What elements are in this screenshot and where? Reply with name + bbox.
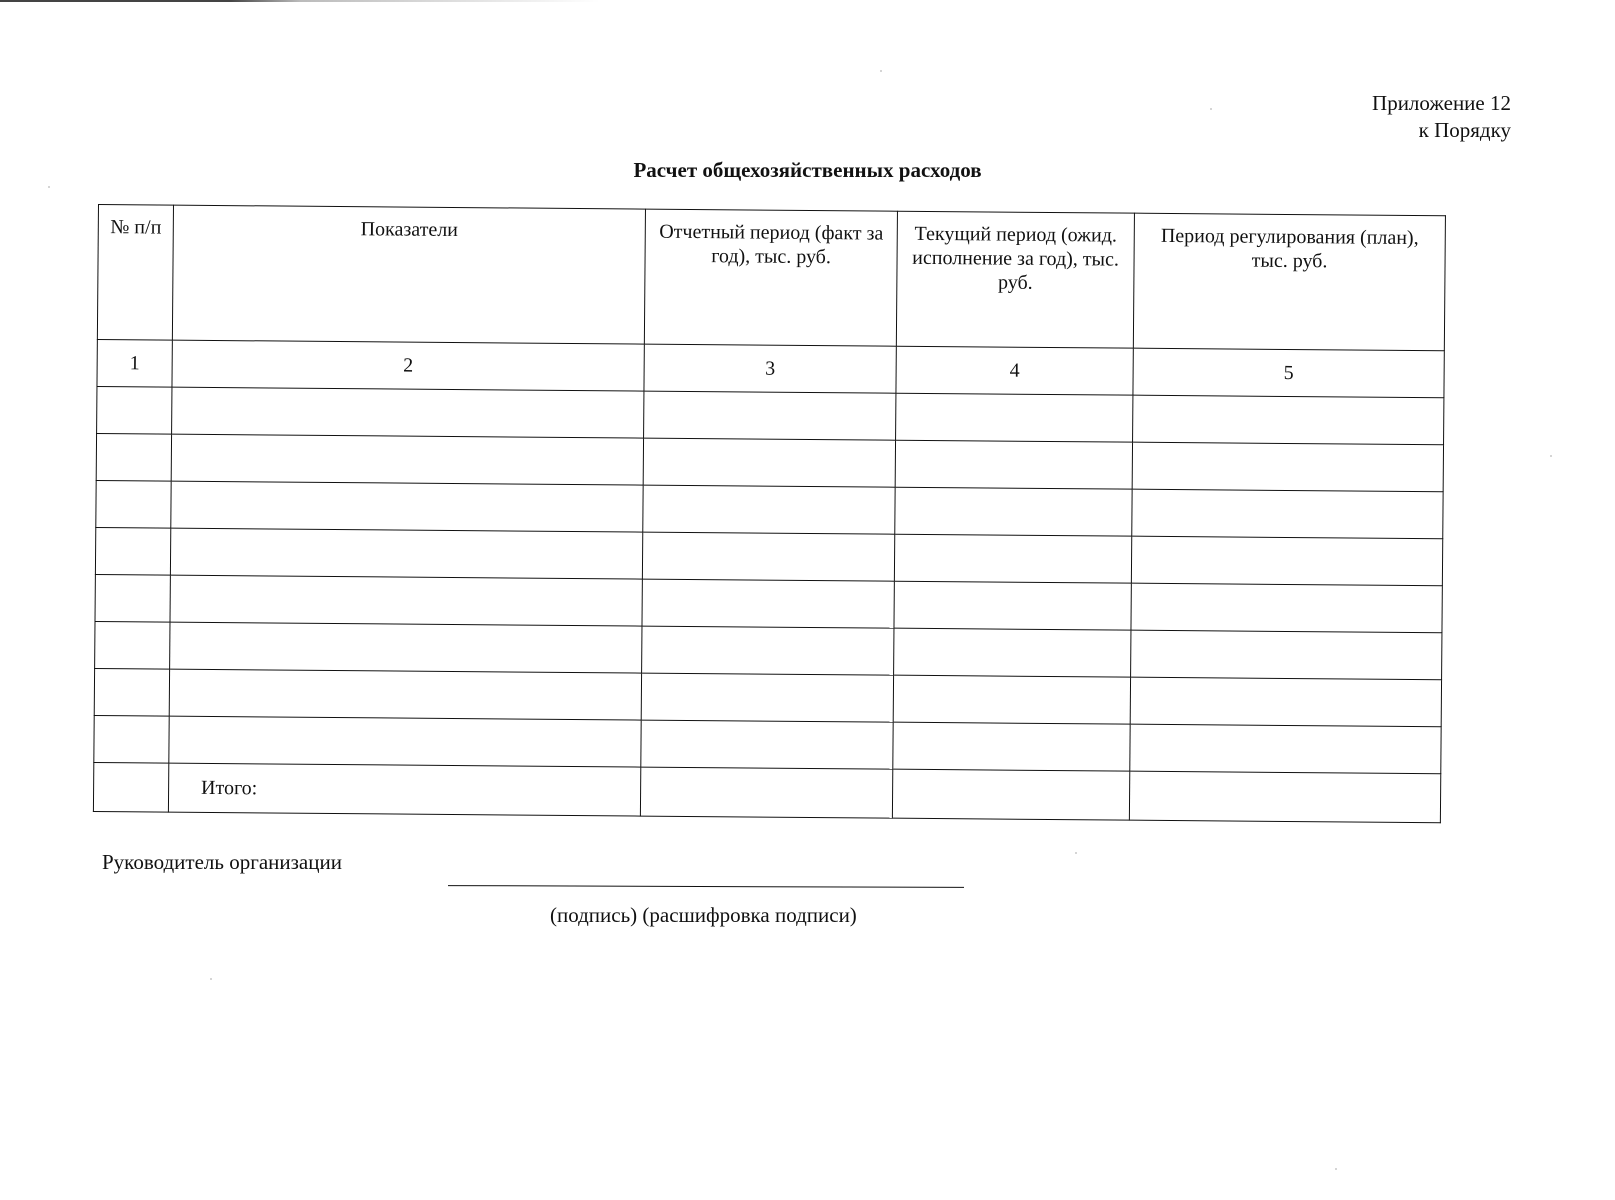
total-cell-current	[892, 769, 1129, 820]
total-cell-number	[93, 762, 168, 812]
document-title: Расчет общехозяйственных расходов	[633, 158, 982, 182]
appendix-note	[1372, 90, 1511, 144]
header-reporting-period: Отчетный период (факт за год), тыс. руб.	[644, 209, 897, 346]
table-cell	[894, 628, 1131, 677]
header-indicators: Показатели	[172, 205, 645, 344]
table-cell	[893, 675, 1130, 724]
table-cell	[1131, 630, 1442, 680]
signer-label: Руководитель организации	[102, 850, 342, 874]
table-cell	[97, 386, 172, 434]
table-cell	[643, 485, 895, 534]
column-number-4: 4	[896, 346, 1133, 395]
table-cell	[641, 720, 893, 769]
table-cell	[893, 722, 1130, 771]
header-regulation-period: Период регулирования (план), тыс. руб.	[1133, 213, 1445, 351]
total-cell-reporting	[640, 767, 892, 818]
scan-speck	[880, 70, 882, 72]
table-cell	[1130, 724, 1441, 774]
scan-speck	[48, 186, 50, 188]
total-cell-regulation	[1129, 771, 1440, 823]
table-cell	[170, 528, 642, 579]
column-number-3: 3	[644, 344, 896, 393]
table-cell	[894, 534, 1131, 583]
scan-speck	[1550, 455, 1552, 457]
table-cell	[171, 434, 643, 485]
header-row	[97, 205, 1445, 351]
signature-line	[448, 885, 964, 888]
table-cell	[643, 438, 895, 487]
scan-speck	[1075, 852, 1077, 854]
table-cell	[1132, 442, 1443, 492]
total-label: Итого:	[168, 763, 640, 816]
table-cell	[172, 387, 644, 438]
column-number-1: 1	[97, 339, 172, 387]
table-cell	[644, 391, 896, 440]
scan-speck	[1210, 108, 1212, 110]
table-cell	[642, 532, 894, 581]
expenses-table	[93, 204, 1446, 823]
table-cell	[895, 440, 1132, 489]
scan-speck	[1335, 1168, 1337, 1170]
appendix-line-2: к Порядку	[1418, 118, 1511, 142]
table-cell	[642, 579, 894, 628]
table-cell	[1131, 536, 1442, 586]
table-cell	[96, 433, 171, 481]
table-cell	[95, 574, 170, 622]
table-cell	[96, 480, 171, 528]
column-number-5: 5	[1133, 348, 1444, 398]
header-current-period: Текущий период (ожид. исполнение за год), тыс. руб.	[896, 211, 1134, 348]
table-cell	[895, 487, 1132, 536]
table-cell	[171, 481, 643, 532]
total-row	[93, 762, 1440, 822]
table-cell	[169, 716, 641, 767]
scan-speck	[210, 978, 212, 980]
table-cell	[1130, 677, 1441, 727]
table-cell	[95, 527, 170, 575]
table-cell	[170, 622, 642, 673]
table-cell	[641, 673, 893, 722]
table-cell	[94, 715, 169, 763]
table-cell	[95, 621, 170, 669]
table-cell	[169, 669, 641, 720]
table-cell	[642, 626, 894, 675]
column-number-2: 2	[172, 340, 644, 391]
table-cell	[94, 668, 169, 716]
signature-caption: (подпись) (расшифровка подписи)	[550, 903, 857, 927]
table-cell	[170, 575, 642, 626]
table-cell	[1133, 395, 1444, 445]
table-cell	[896, 393, 1133, 442]
table-cell	[1131, 583, 1442, 633]
scan-edge	[0, 0, 1615, 2]
table-cell	[894, 581, 1131, 630]
appendix-line-1: Приложение 12	[1372, 91, 1511, 115]
header-row-number: № п/п	[97, 205, 173, 341]
table-cell	[1132, 489, 1443, 539]
